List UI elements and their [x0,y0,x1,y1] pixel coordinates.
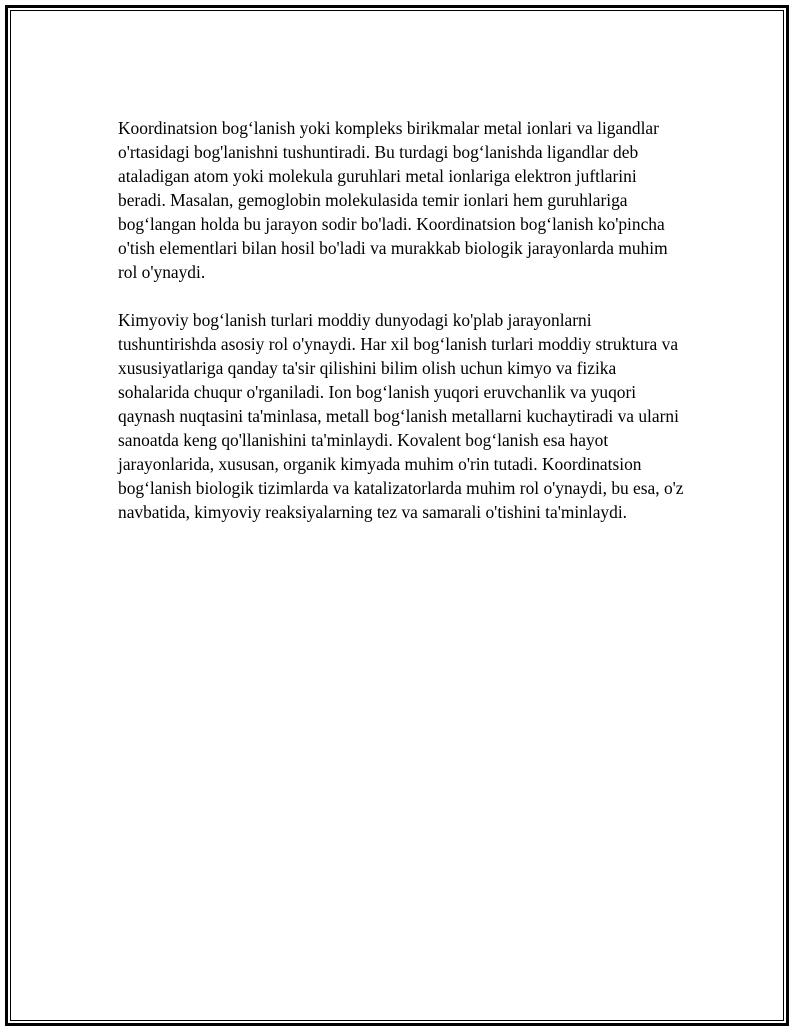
document-body [118,116,688,548]
paragraph-1: Koordinatsion bog‘lanish yoki kompleks birikmalar metal ionlari va ligandlar o'rtasidagi bog'lanishni tushuntiradi. Bu turdagi bog‘lanishda ligandlar deb ataladigan atom yoki molekula guruhlari metal ionlariga elektron juftlarini beradi. Masalan, gemoglobin molekulasida temir ionlari hem guruhlariga bog‘langan holda bu jarayon sodir bo'ladi. Koordinatsion bog‘lanish ko'pincha o'tish elementlari bilan hosil bo'ladi va murakkab biologik jarayonlarda muhim rol o'ynaydi. [118,118,668,282]
paragraph-2: Kimyoviy bog‘lanish turlari moddiy dunyodagi ko'plab jarayonlarni tushuntirishda asosiy rol o'ynaydi. Har xil bog‘lanish turlari moddiy struktura va xususiyatlariga qanday ta'sir qilishini bilim olish uchun kimyo va fizika sohalarida chuqur o'rganiladi. Ion bog‘lanish yuqori eruvchanlik va yuqori qaynash nuqtasini ta'minlasa, metall bog‘lanish metallarni kuchaytiradi va ularni sanoatda keng qo'llanishini ta'minlaydi. Kovalent bog‘lanish esa hayot jarayonlarida, xususan, organik kimyada muhim o'rin tutadi. Koordinatsion bog‘lanish biologik tizimlarda va katalizatorlarda muhim rol o'ynaydi, bu esa, o'z navbatida, kimyoviy reaksiyalarning tez va samarali o'tishini ta'minlaydi. [118,310,684,522]
